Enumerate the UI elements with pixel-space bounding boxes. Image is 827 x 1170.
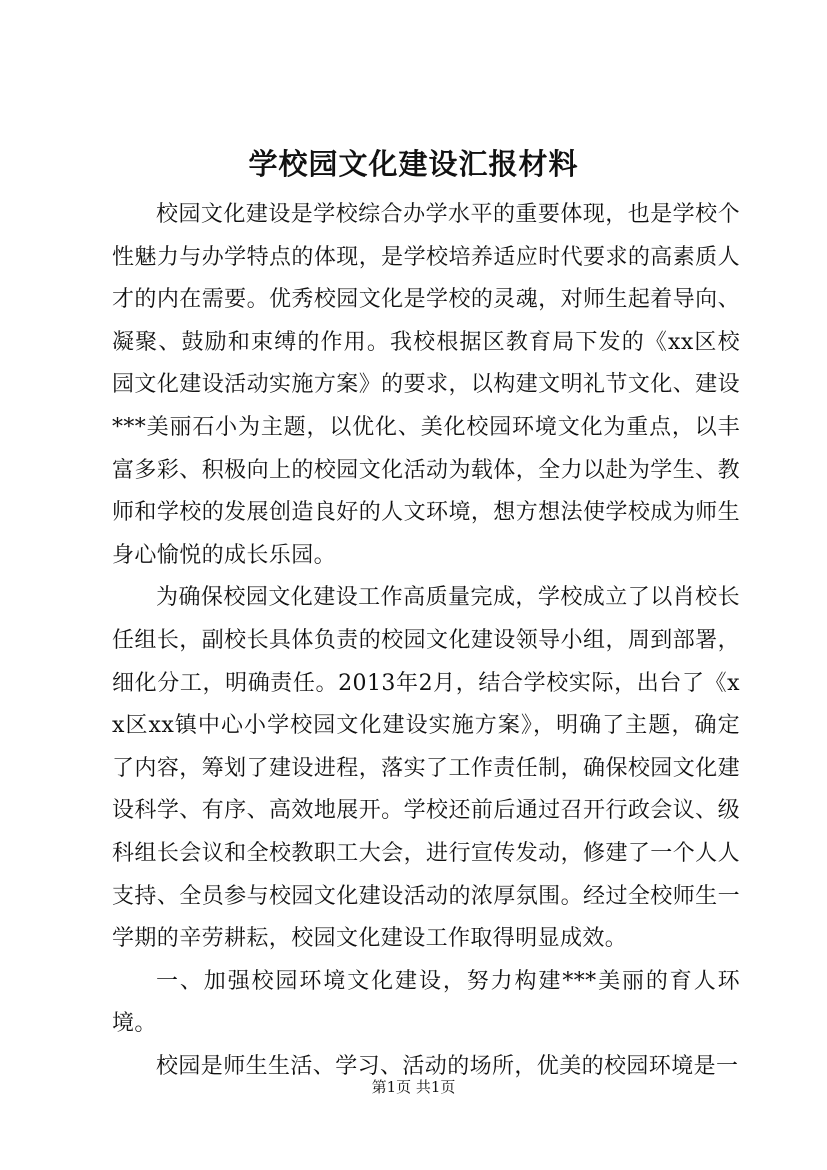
paragraph-environment: 校园是师生生活、学习、活动的场所，优美的校园环境是一 [156, 1053, 739, 1079]
paragraph-organization: 为确保校园文化建设工作高质量完成，学校成立了以肖校长任组长，副校长具体负责的校园文化建设领导小组，周到部署，细化分工，明确责任。2013年2月，结合学校实际，出台了《xx区xx镇中心小学校园文化建设实施方案》，明确了主题，确定了内容，筹划了建设进程，落实了工作责任制，确保校园文化建设科学、有序、高效地展开。学校还前后通过召开行政会议、级科组长会议和全校教职工大会，进行宣传发动，修建了一个人人支持、全员参与校园文化建设活动的浓厚氛围。经过全校师生一学期的辛劳耕耘，校园文化建设工作取得明显成效。 [112, 585, 740, 952]
paragraph-intro: 校园文化建设是学校综合办学水平的重要体现，也是学校个性魅力与办学特点的体现，是学校培养适应时代要求的高素质人才的内在需要。优秀校园文化是学校的灵魂，对师生起着导向、凝聚、鼓励和束缚的作用。我校根据区教育局下发的《xx区校园文化建设活动实施方案》的要求，以构建文明礼节文化、建设***美丽石小为主题，以优化、美化校园环境文化为重点，以丰富多彩、积极向上的校园文化活动为载体，全力以赴为学生、教师和学校的发展创造良好的人文环境，想方想法使学校成为师生身心愉悦的成长乐园。 [112, 202, 740, 568]
section-heading-environment: 一、加强校园环境文化建设，努力构建***美丽的育人环境。 [112, 968, 740, 1037]
document-title: 学校园文化建设汇报材料 [248, 147, 579, 181]
document-body [112, 194, 740, 1088]
page-footer: 第1页 共1页 [371, 1078, 456, 1096]
